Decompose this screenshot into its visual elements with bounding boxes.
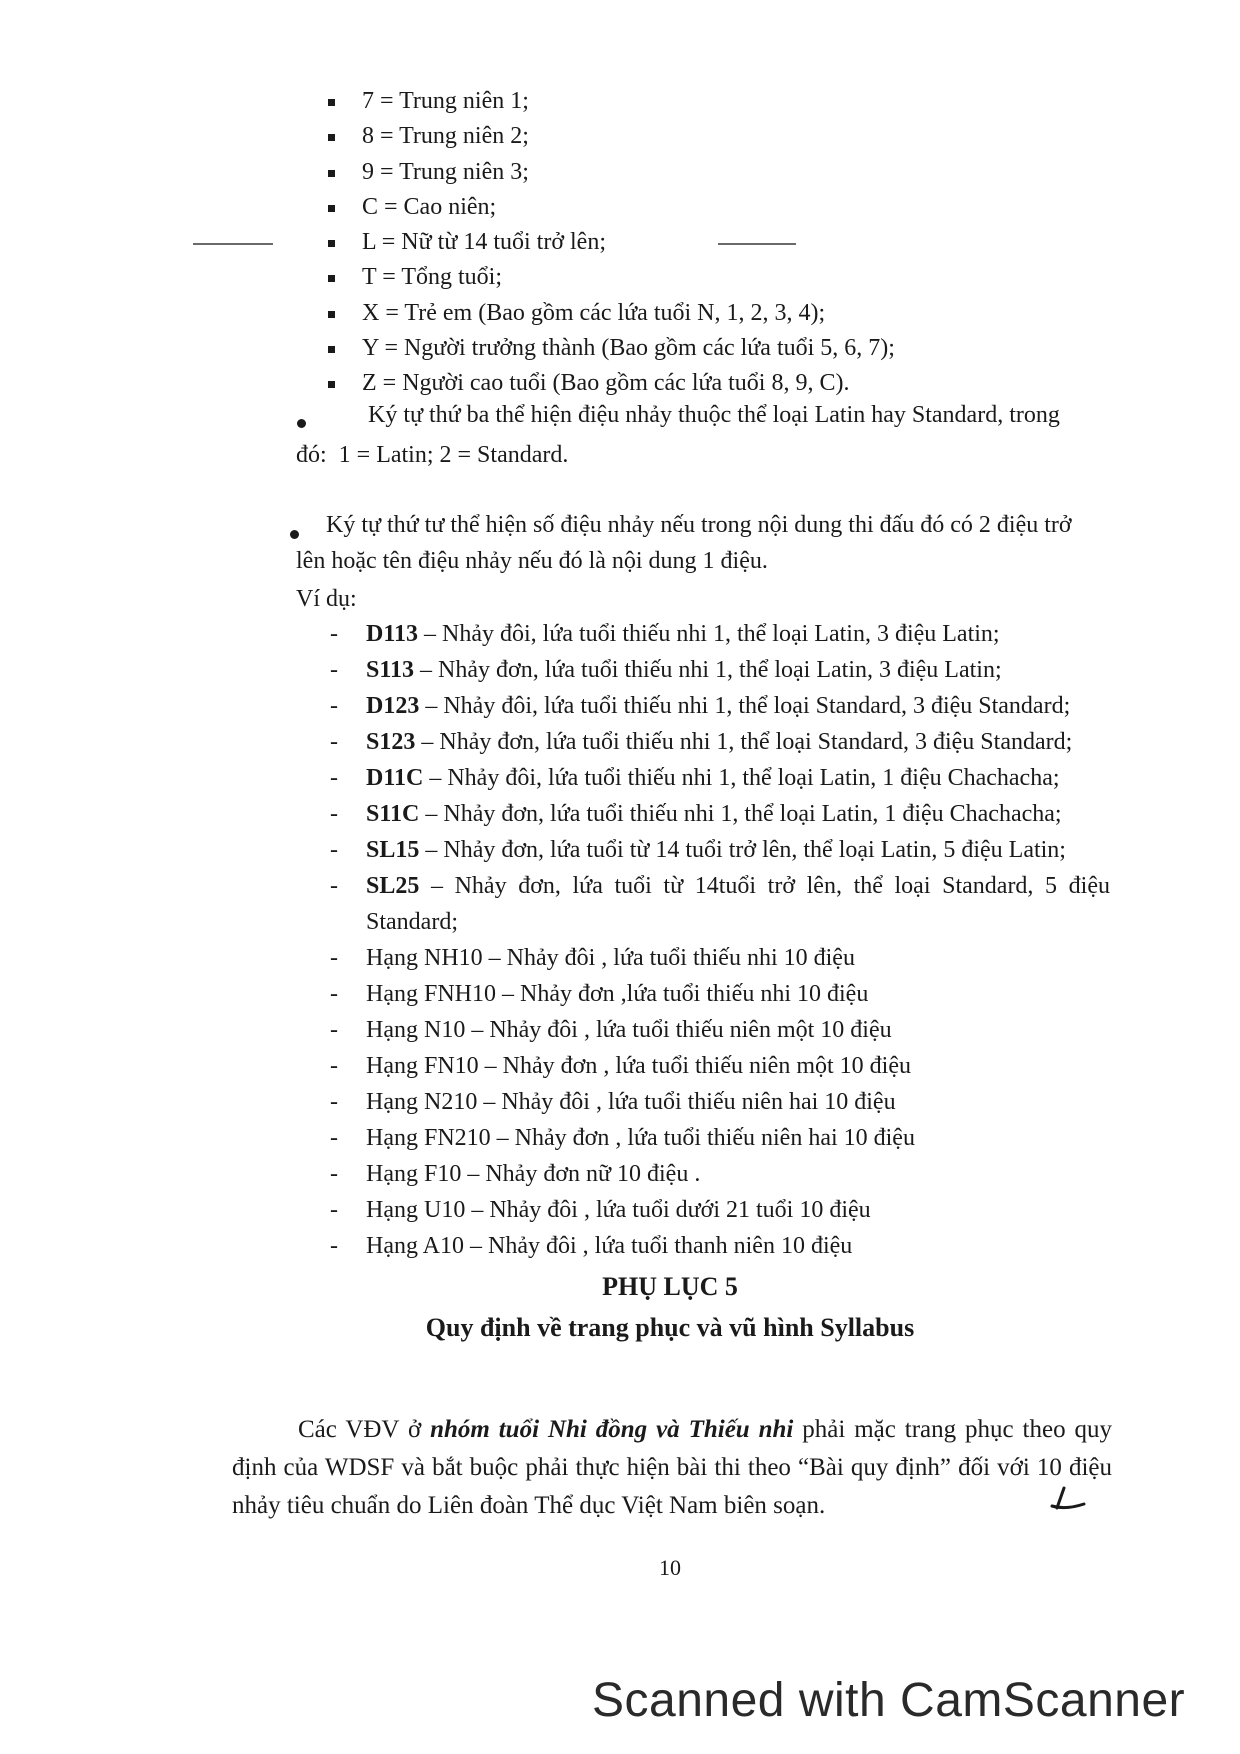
- example-text: – Nhảy đôi, lứa tuổi thiếu nhi 1, thể loại Latin, 3 điệu Latin;: [418, 621, 1000, 647]
- list-item: - Hạng FN210 – Nhảy đơn , lứa tuổi thiếu niên hai 10 điệu: [330, 1120, 1110, 1156]
- page-number: 10: [659, 1555, 681, 1580]
- list-item: 7 = Trung niên 1;: [328, 84, 895, 119]
- body-paragraph: [232, 1411, 1112, 1525]
- list-item: [330, 796, 1110, 832]
- body-emphasis: nhóm tuổi Nhi đồng và Thiếu nhi: [430, 1416, 794, 1443]
- example-code: SL25: [366, 873, 420, 899]
- example-text: – Nhảy đôi, lứa tuổi thiếu nhi 1, thể loại Standard, 3 điệu Standard;: [419, 693, 1071, 719]
- list-item: [330, 688, 1110, 724]
- body-text-before: Các VĐV ở: [298, 1416, 431, 1443]
- list-item: - Hạng FN10 – Nhảy đơn , lứa tuổi thiếu niên một 10 điệu: [330, 1048, 1110, 1084]
- example-code: D11C: [366, 765, 424, 791]
- example-text: – Nhảy đôi, lứa tuổi thiếu nhi 1, thể loại Latin, 1 điệu Chachacha;: [423, 765, 1060, 791]
- list-item: [330, 724, 1110, 760]
- list-item: - Hạng N210 – Nhảy đôi , lứa tuổi thiếu niên hai 10 điệu: [330, 1084, 1110, 1120]
- list-item: [330, 832, 1110, 868]
- list-item: Z = Người cao tuổi (Bao gồm các lứa tuổi 8, 9, C).: [328, 366, 895, 401]
- list-item: [330, 868, 1110, 940]
- appendix-title: PHỤ LỤC 5: [602, 1272, 738, 1301]
- list-item: - Hạng N10 – Nhảy đôi , lứa tuổi thiếu niên một 10 điệu: [330, 1012, 1110, 1048]
- list-item: 8 = Trung niên 2;: [328, 119, 895, 154]
- example-code: S123: [366, 729, 416, 755]
- example-text: – Nhảy đơn, lứa tuổi thiếu nhi 1, thể loại Latin, 1 điệu Chachacha;: [419, 801, 1062, 827]
- scan-artifact-left: [193, 243, 273, 245]
- list-item: - Hạng F10 – Nhảy đơn nữ 10 điệu .: [330, 1156, 1110, 1192]
- example-code: S113: [366, 657, 415, 683]
- list-item: - Hạng NH10 – Nhảy đôi , lứa tuổi thiếu nhi 10 điệu: [330, 940, 1110, 976]
- fourth-char-line-1: Ký tự thứ tư thể hiện số điệu nhảy nếu trong nội dung thi đấu đó có 2 điệu trở: [326, 512, 1072, 538]
- fourth-char-line-2: lên hoặc tên điệu nhảy nếu đó là nội dung 1 điệu.: [296, 548, 768, 574]
- list-item: L = Nữ từ 14 tuổi trở lên;: [328, 225, 895, 260]
- list-item: C = Cao niên;: [328, 190, 895, 225]
- example-text: – Nhảy đơn, lứa tuổi thiếu nhi 1, thể loại Latin, 3 điệu Latin;: [414, 657, 1002, 683]
- list-item: X = Trẻ em (Bao gồm các lứa tuổi N, 1, 2, 3, 4);: [328, 296, 895, 331]
- list-item: [330, 760, 1110, 796]
- example-code: D123: [366, 693, 420, 719]
- list-item: T = Tổng tuổi;: [328, 260, 895, 295]
- age-group-list: [328, 84, 895, 402]
- bullet-dot-icon: [290, 530, 299, 539]
- handwritten-mark-icon: [1048, 1486, 1090, 1514]
- example-code: D113: [366, 621, 419, 647]
- list-item: [330, 652, 1110, 688]
- list-item: - Hạng U10 – Nhảy đôi , lứa tuổi dưới 21 tuổi 10 điệu: [330, 1192, 1110, 1228]
- appendix-subtitle: Quy định về trang phục và vũ hình Syllabus: [425, 1313, 915, 1342]
- scanner-watermark: Scanned with CamScanner: [592, 1674, 1186, 1727]
- list-item: - Hạng FNH10 – Nhảy đơn ,lứa tuổi thiếu nhi 10 điệu: [330, 976, 1110, 1012]
- list-item: Y = Người trưởng thành (Bao gồm các lứa tuổi 5, 6, 7);: [328, 331, 895, 366]
- example-list: [330, 616, 1110, 1264]
- example-text: – Nhảy đơn, lứa tuổi từ 14tuổi trở lên, thể loại Standard, 5 điệu Standard;: [366, 873, 1110, 935]
- list-item: [330, 616, 1110, 652]
- body-text-after: phải mặc trang phục theo quy định của WDSF và bắt buộc phải thực hiện bài thi theo “Bài quy định” đối với 10 điệu nhảy tiêu chuẩn do Liên đoàn Thể dục Việt Nam biên soạn.: [232, 1416, 1112, 1519]
- list-item: 9 = Trung niên 3;: [328, 155, 895, 190]
- example-code: SL15: [366, 837, 420, 863]
- example-code: S11C: [366, 801, 420, 827]
- example-label: Ví dụ:: [296, 586, 357, 612]
- list-item: - Hạng A10 – Nhảy đôi , lứa tuổi thanh niên 10 điệu: [330, 1228, 1110, 1264]
- bullet-dot-icon: [297, 419, 306, 428]
- third-char-line-1: Ký tự thứ ba thể hiện điệu nhảy thuộc thể loại Latin hay Standard, trong: [368, 402, 1060, 428]
- example-text: – Nhảy đơn, lứa tuổi từ 14 tuổi trở lên, thể loại Latin, 5 điệu Latin;: [419, 837, 1066, 863]
- example-text: – Nhảy đơn, lứa tuổi thiếu nhi 1, thể loại Standard, 3 điệu Standard;: [415, 729, 1073, 755]
- third-char-line-2: đó: 1 = Latin; 2 = Standard.: [296, 442, 569, 468]
